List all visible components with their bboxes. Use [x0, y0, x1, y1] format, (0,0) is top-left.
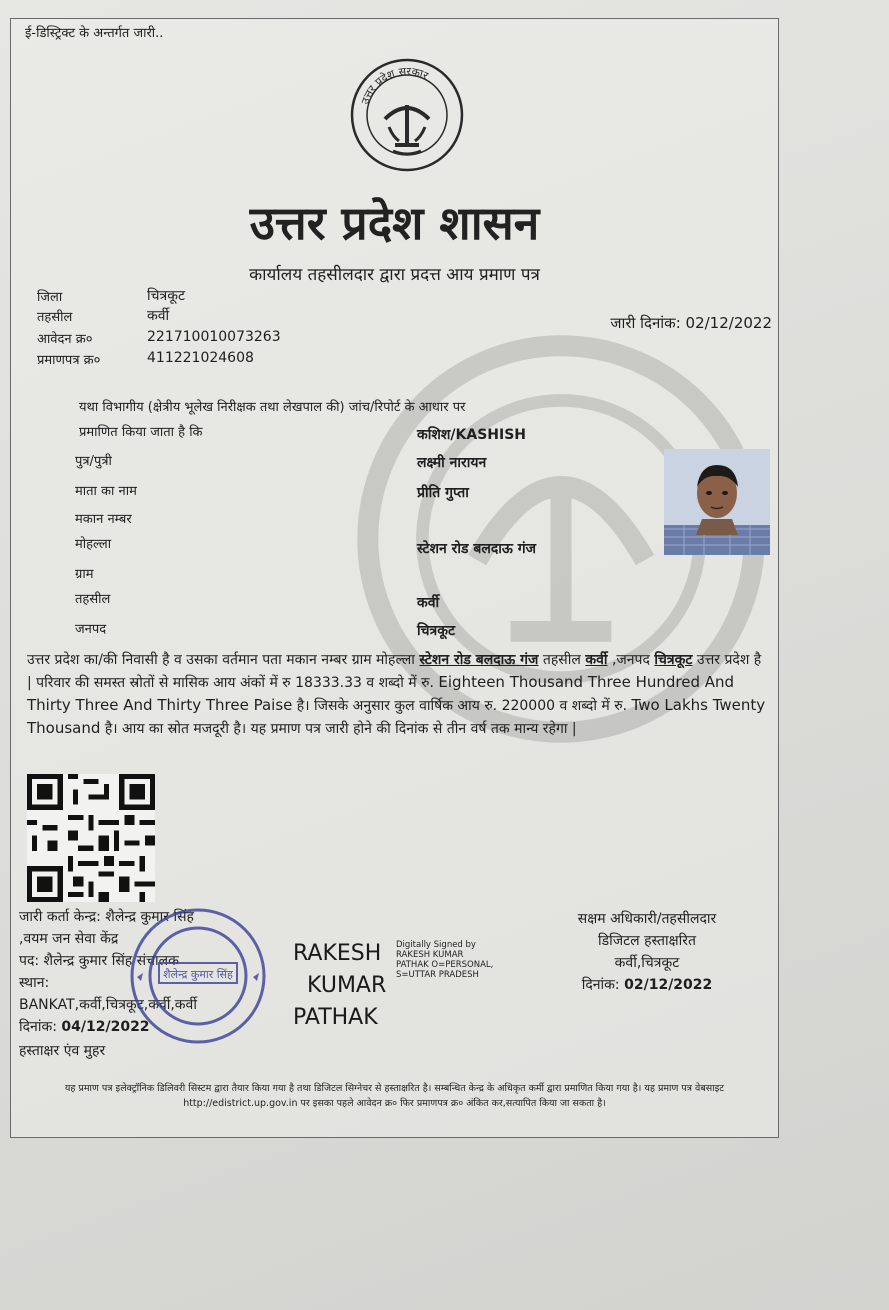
ds-line-4: S=UTTAR PRADESH [396, 970, 479, 980]
body-tehsil: कर्वी [585, 652, 608, 668]
locality-label: मोहल्ला [75, 537, 112, 552]
parent-label: पुत्र/पुत्री [75, 454, 112, 469]
up-government-emblem-icon [349, 57, 465, 173]
page-title: उत्तर प्रदेश शासन [249, 196, 540, 250]
application-no-label: आवेदन क्र० [37, 332, 93, 347]
district-field-value: चित्रकूट [417, 623, 456, 639]
body-text-6: है। आय का स्रोत मजदूरी है। यह प्रमाण पत्र जारी होने की दिनांक से तीन वर्ष तक मान्य रहेगा | [100, 721, 577, 737]
issuer-place: BANKAT,कर्वी,चित्रकूट,कर्वी,कर्वी [19, 997, 197, 1013]
seal-text: शैलेन्द्र कुमार सिंह [163, 968, 233, 981]
tehsil-value: कर्वी [147, 308, 170, 324]
authority-title: सक्षम अधिकारी/तहसीलदार [577, 911, 717, 927]
authority-digital: डिजिटल हस्ताक्षरित [598, 933, 696, 949]
signature-line-2: KUMAR [307, 973, 387, 998]
ds-line-3: PATHAK O=PERSONAL, [396, 960, 494, 970]
body-district: चित्रकूट [654, 652, 693, 668]
body-address: स्टेशन रोड बलदाऊ गंज [419, 652, 539, 668]
issuer-place-label: स्थान: [19, 975, 50, 991]
emblem-text: उत्तर प्रदेश सरकार [358, 64, 431, 107]
intro-line-1: यथा विभागीय (क्षेत्रीय भूलेख निरीक्षक तथा लेखपाल की) जांच/रिपोर्ट के आधार पर [79, 400, 466, 415]
field-tehsil-value: कर्वी [417, 595, 440, 611]
issue-date-value: 02/12/2022 [685, 314, 772, 332]
body-text-1: उत्तर प्रदेश का/की निवासी है व उसका वर्तमान पता मकान नम्बर ग्राम मोहल्ला [27, 652, 420, 668]
house-no-label: मकान नम्बर [75, 512, 132, 527]
district-value: चित्रकूट [147, 288, 186, 304]
issuing-center-2: ,वयम जन सेवा केंद्र [19, 931, 119, 947]
application-no-value: 221710010073263 [147, 329, 281, 345]
locality-value: स्टेशन रोड बलदाऊ गंज [417, 541, 537, 557]
certificate-subtitle: कार्यालय तहसीलदार द्वारा प्रदत्त आय प्रमाण पत्र [249, 265, 540, 285]
field-tehsil-label: तहसील [75, 592, 111, 607]
issuer-date-value: 04/12/2022 [61, 1019, 150, 1035]
ds-line-2: RAKESH KUMAR [396, 950, 464, 960]
certificate-no-value: 411221024608 [147, 350, 254, 366]
issuer-post: पद: शैलेन्द्र कुमार सिंह संचालक [19, 953, 179, 969]
authority-date [532, 975, 762, 994]
certificate-body [27, 649, 767, 740]
signature-line-1: RAKESH [293, 941, 382, 966]
body-text-2: तहसील [538, 652, 586, 668]
mother-name-label: माता का नाम [75, 484, 137, 499]
body-text-3: ,जनपद [607, 652, 655, 668]
district-field-label: जनपद [75, 622, 107, 637]
authority-date-label: दिनांक: [581, 977, 620, 993]
qr-code-icon [27, 774, 155, 902]
body-text-4: उत्तर प्रदेश है | परिवार की समस्त स्रोतों से मासिक आय अंकों में रु 18333.33 व शब्दो में रु. [27, 652, 762, 691]
official-seal-stamp-icon [123, 901, 273, 1051]
header-note: ई-डिस्ट्रिक्ट के अन्तर्गत जारी.. [25, 26, 164, 41]
ds-line-1: Digitally Signed by [396, 940, 476, 950]
issuer-date-label: दिनांक: [19, 1019, 57, 1035]
parent-value: लक्ष्मी नारायन [417, 455, 487, 471]
village-label: ग्राम [75, 567, 94, 582]
annual-income-words: Two Lakhs Twenty Thousand [27, 696, 766, 737]
issuing-center: जारी कर्ता केन्द्र: शैलेन्द्र कुमार सिंह [19, 909, 194, 925]
authority-place: कर्वी,चित्रकूट [614, 955, 680, 971]
mother-name-value: प्रीति गुप्ता [417, 485, 469, 501]
district-label: जिला [37, 290, 63, 305]
issue-date [610, 313, 772, 333]
digital-signature-details [396, 940, 493, 980]
signature-seal-label: हस्ताक्षर एंव मुहर [19, 1043, 106, 1059]
monthly-income-words: Eighteen Thousand Three Hundred And Thirty Three And Thirty Three Paise [27, 673, 735, 714]
intro-line-2: प्रमाणित किया जाता है कि [79, 425, 203, 440]
signature-line-3: PATHAK [293, 1005, 378, 1030]
svg-text:उत्तर प्रदेश सरकार [359, 65, 431, 106]
footer-note: यह प्रमाण पत्र इलेक्ट्रॉनिक डिलिवरी सिस्टम द्वारा तैयार किया गया है तथा डिजिटल सिग्नेचर से हस्ताक्षरित है। सम्बन्धित केन्द्र के अधिकृत कर्मी द्वारा प्रमाणित किया गया है। यह प्रमाण पत्र वेबसाइट http://edistrict.up.gov.in पर इसका पहले आवेदन क्र० फिर प्रमाणपत्र क्र० अंकित कर,सत्यापित किया जा सकता है। [64, 1083, 725, 1109]
certificate-no-label: प्रमाणपत्र क्र० [37, 353, 101, 368]
issue-date-label: जारी दिनांक: [610, 314, 681, 332]
applicant-name: कशिश/KASHISH [417, 427, 527, 443]
body-text-5: है। जिसके अनुसार कुल वार्षिक आय रु. 220000 व शब्दो में रु. [292, 698, 632, 714]
income-certificate [10, 18, 779, 1138]
applicant-photo [664, 449, 770, 555]
authority-date-value: 02/12/2022 [624, 977, 713, 993]
tehsil-label: तहसील [37, 310, 73, 325]
